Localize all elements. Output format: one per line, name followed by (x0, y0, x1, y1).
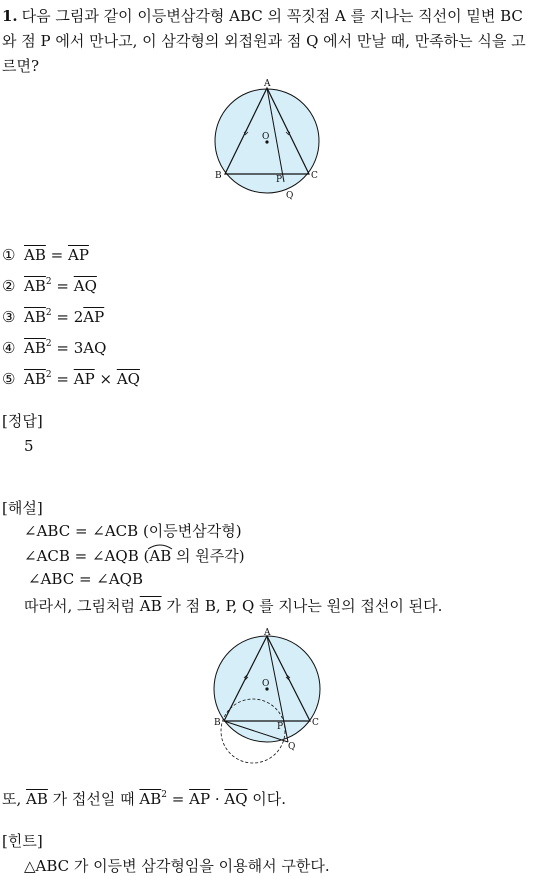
question (2, 4, 532, 79)
label-o: O (262, 132, 270, 142)
figure-tangent-circle (205, 628, 330, 768)
explanation-line3: ∠ABC = ∠AQB (28, 570, 144, 588)
answer-value: 5 (24, 437, 34, 455)
explanation-line1: ∠ABC = ∠ACB (이등변삼각형) (24, 522, 242, 540)
hint-label: [힌트] (2, 832, 43, 850)
choice-number: ② (2, 277, 16, 295)
question-number: 1. (2, 7, 18, 25)
choice-number: ③ (2, 308, 16, 326)
answer-label: [정답] (2, 412, 43, 430)
label-c-2: C (312, 718, 319, 728)
label-p-2: P (277, 722, 284, 732)
choice-number: ① (2, 246, 16, 264)
label-q-2: Q (288, 742, 296, 752)
label-q: Q (286, 191, 294, 201)
label-c: C (311, 171, 318, 181)
conclusion: 또, $\overline{AB}$ 가 접선일 때 $\overline{AB}^2 = \overline{AP} \cdot \overline{AQ}$ 이다. (2, 790, 287, 808)
choice-1: ① $\overline{AB} = \overline{AP}$ (2, 246, 89, 264)
choice-5: ⑤ $\overline{AB}^2 = \overline{AP} \times \overline{AQ}$ (2, 370, 140, 388)
label-o-2: O (262, 679, 270, 689)
choice-2: ② $\overline{AB}^2 = \overline{AQ}$ (2, 277, 97, 295)
label-p: P (276, 175, 283, 185)
hint-text: △ABC 가 이등변 삼각형임을 이용해서 구한다. (24, 857, 330, 875)
label-a: A (264, 79, 271, 89)
figure-triangle-circle (210, 78, 326, 204)
choice-4: ④ $\overline{AB}^2 = 3AQ$ (2, 339, 107, 357)
label-a-2: A (264, 628, 271, 638)
label-b-2: B (214, 718, 221, 728)
question-text: 다음 그림과 같이 이등변삼각형 ABC 의 꼭짓점 A 를 지나는 직선이 밑변 BC 와 점 P 에서 만나고, 이 삼각형의 외접원과 점 Q 에서 만날 때, 만족하는 식을 고르면? (2, 7, 526, 75)
label-b: B (215, 171, 222, 181)
choice-number: ⑤ (2, 370, 16, 388)
choice-number: ④ (2, 339, 16, 357)
choice-3: ③ $\overline{AB}^2 = 2\overline{AP}$ (2, 308, 105, 326)
explanation-line4: 따라서, 그림처럼 $\overline{AB}$ 가 점 B, P, Q 를 지나는 원의 접선이 된다. (24, 597, 443, 615)
explanation-label: [해설] (2, 499, 43, 517)
explanation-line2: ∠ACB = ∠AQB ( AB 의 원주각) (24, 547, 245, 565)
